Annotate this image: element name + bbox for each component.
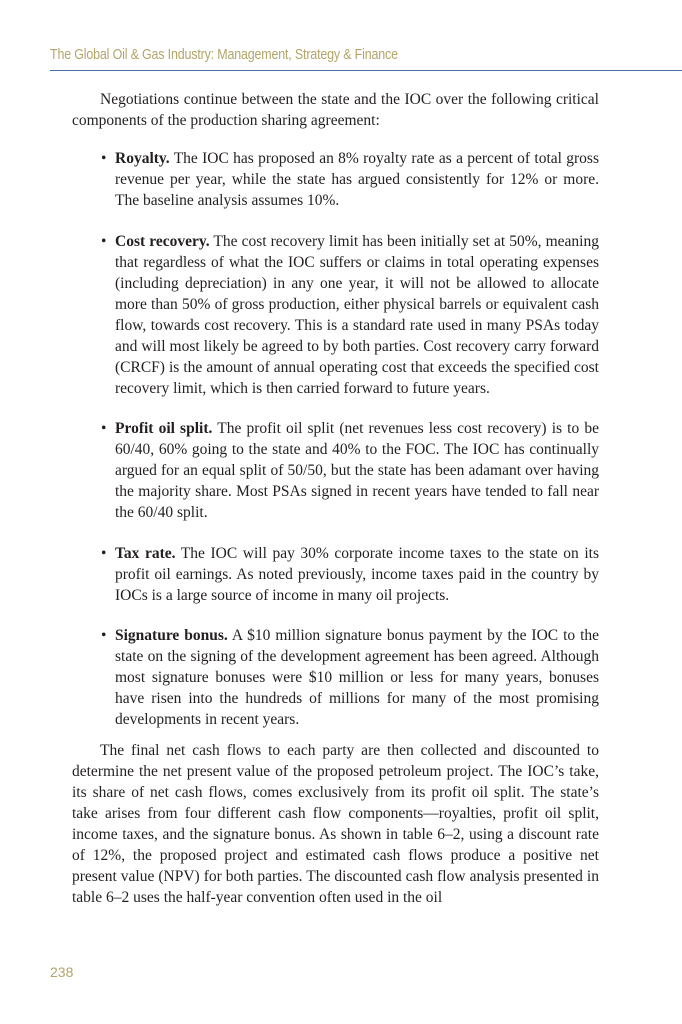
bullet-list: [72, 148, 599, 730]
bullet-term: Tax rate.: [115, 544, 176, 562]
bullet-text: The cost recovery limit has been initially set at 50%, meaning that regardless of what the IOC suffers or claims in total operating expenses (including depreciation) in any one year, it will not be allowed to allocate more than 50% of gross production, either physical barrels or equivalent cash flow, towards cost recovery. This is a standard rate used in many PSAs today and will most likely be agreed to by both parties. Cost recovery carry forward (CRCF) is the amount of annual operating cost that exceeds the specified cost recovery limit, which is then carried forward to future years.: [115, 232, 599, 397]
bullet-item-cost-recovery: [72, 231, 599, 399]
bullet-term: Profit oil split.: [115, 420, 213, 437]
closing-paragraph: The final net cash flows to each party are then collected and discounted to determine the net present value of the proposed petroleum project. The IOC’s take, its share of net cash flows, comes exclusively from its profit oil split. The state’s take arises from four different cash flow components—royalties, profit oil split, income taxes, and the signature bonus. As shown in table 6–2, using a discount rate of 12%, the proposed project and estimated cash flows produce a positive net present value (NPV) for both parties. The discounted cash flow analysis presented in table 6–2 uses the half-year convention often used in the oil: [72, 742, 599, 906]
intro-paragraph: Negotiations continue between the state and the IOC over the following critical components of the production sharing agreement:: [72, 91, 599, 129]
bullet-item-signature-bonus: [72, 625, 599, 730]
bullet-icon: •: [101, 232, 107, 250]
bullet-icon: •: [101, 150, 107, 167]
bullet-item-profit-oil-split: [72, 418, 599, 523]
bullet-term: Cost recovery.: [115, 232, 210, 250]
bullet-text: A $10 million signature bonus payment by the IOC to the state on the signing of the development agreement has been agreed. Although most signature bonuses were $10 million or less for many years, bonuses have risen into the hundreds of millions for many of the most promising developments in recent years.: [115, 627, 600, 728]
page-body: [72, 89, 599, 908]
bullet-item-royalty: [72, 148, 599, 211]
page-number: 238: [50, 964, 74, 980]
bullet-text: The profit oil split (net revenues less cost recovery) is to be 60/40, 60% going to the state and 40% to the FOC. The IOC has continually argued for an equal split of 50/50, but the state has been adamant over having the majority share. Most PSAs signed in recent years have tended to fall near the 60/40 split.: [115, 420, 599, 521]
header-rule: [50, 70, 682, 71]
bullet-item-tax-rate: [72, 543, 599, 606]
running-header: The Global Oil & Gas Industry: Management, Strategy & Finance: [50, 47, 398, 63]
bullet-text: The IOC will pay 30% corporate income taxes to the state on its profit oil earnings. As noted previously, income taxes paid in the country by IOCs is a large source of income in many oil projects.: [115, 544, 599, 604]
bullet-icon: •: [101, 420, 107, 437]
bullet-term: Royalty.: [115, 150, 170, 167]
bullet-text: The IOC has proposed an 8% royalty rate as a percent of total gross revenue per year, while the state has argued consistently for 12% or more. The baseline analysis assumes 10%.: [115, 150, 599, 209]
bullet-icon: •: [101, 627, 107, 644]
bullet-term: Signature bonus.: [115, 627, 228, 644]
bullet-icon: •: [101, 544, 107, 562]
